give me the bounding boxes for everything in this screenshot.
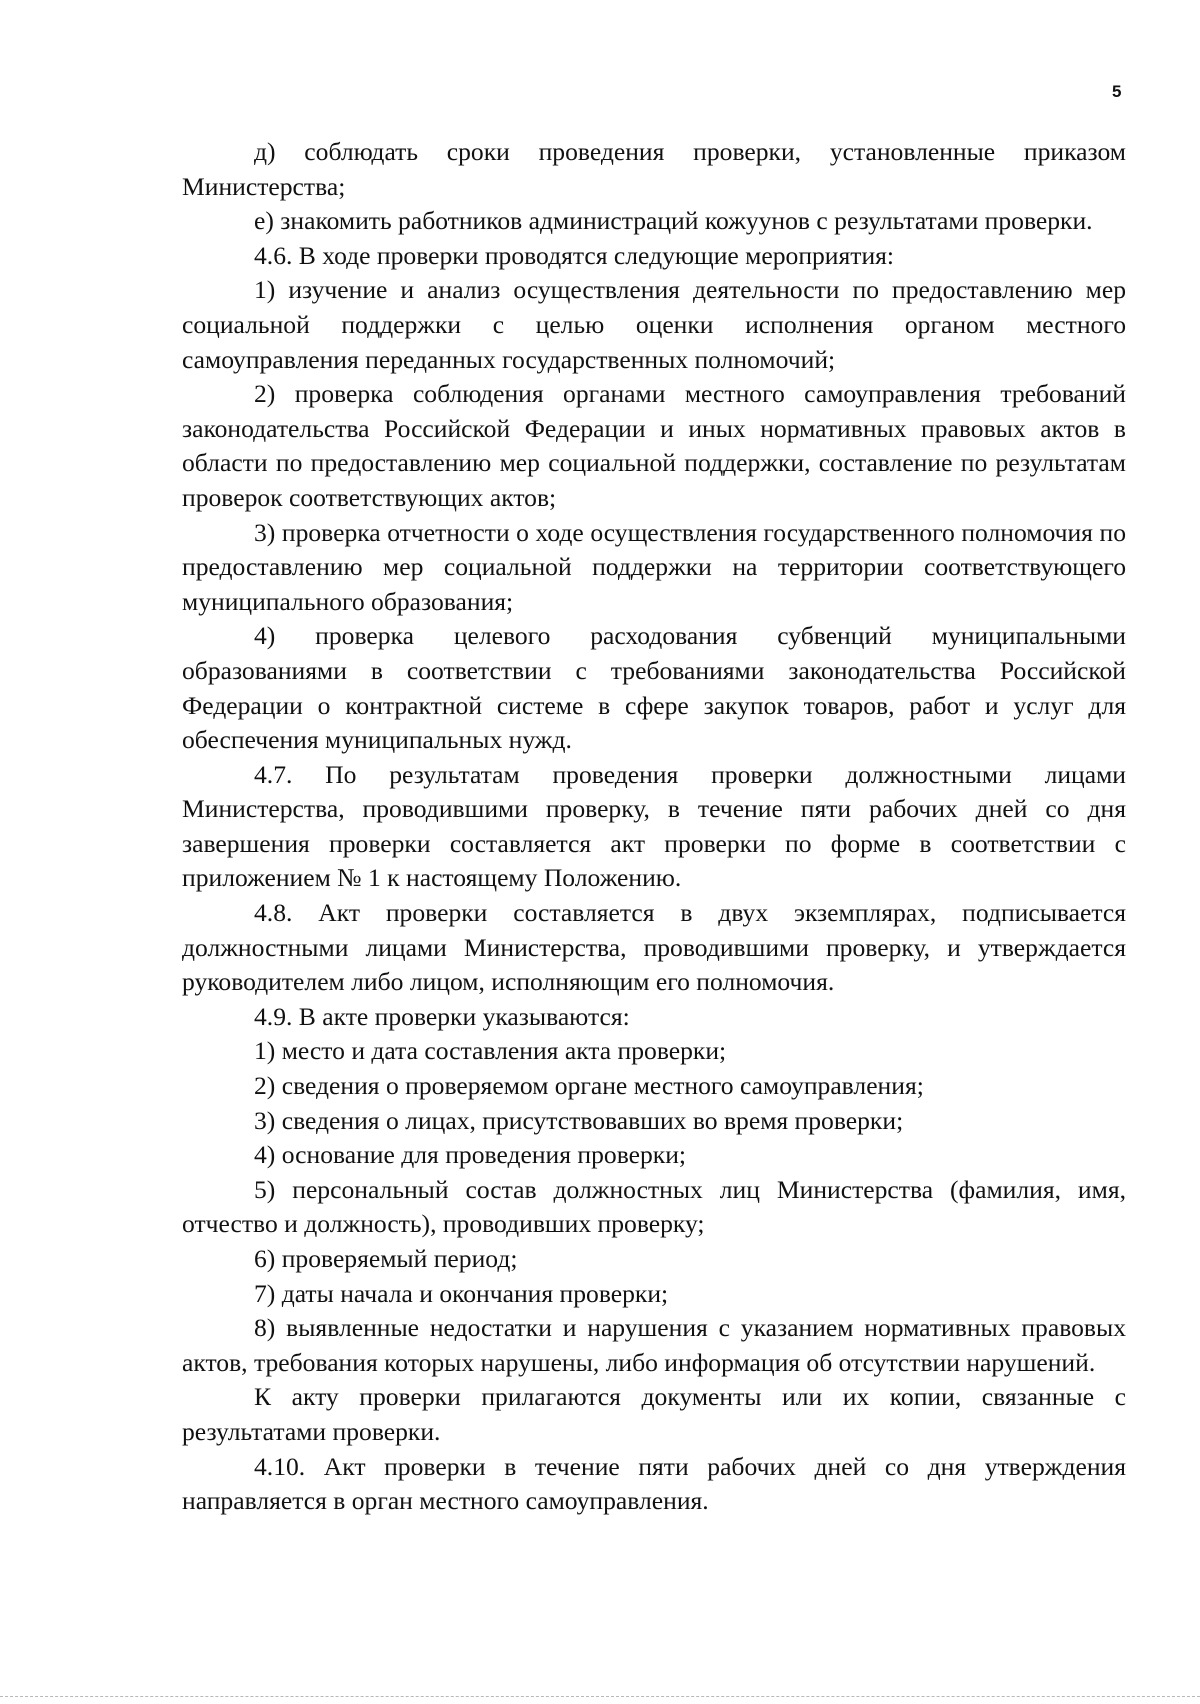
paragraph-4-9-item-5: 5) персональный состав должностных лиц Министерства (фамилия, имя, отчество и должность), проводивших проверку; — [182, 1174, 1126, 1239]
section-4-9-heading: 4.9. В акте проверки указываются: — [254, 1001, 630, 1031]
section-4-8: 4.8. Акт проверки составляется в двух экземплярах, подписывается должностными лицами Министерства, проводившими проверку, и утверждается руководителем либо лицом, исполняющим его полномочия. — [182, 898, 1126, 997]
paragraph-4-9-item-7: 7) даты начала и окончания проверки; — [254, 1278, 669, 1308]
paragraph-4-9-item-3: 3) сведения о лицах, присутствовавших во время проверки; — [254, 1105, 904, 1135]
paragraph-d-deadlines: д) соблюдать сроки проведения проверки, установленные приказом Министерства; — [182, 137, 1126, 201]
paragraph-4-6-item-3: 3) проверка отчетности о ходе осуществления государственного полномочия по предоставлению мер социальной поддержки на территории соответствующего муниципального образования; — [182, 517, 1126, 616]
paragraph-4-9-item-6: 6) проверяемый период; — [254, 1244, 518, 1273]
paragraph-e-acquaint: е) знакомить работников администраций кожуунов с результатами проверки. — [254, 206, 1093, 236]
paragraph-4-6-item-2: 2) проверка соблюдения органами местного самоуправления требований законодательства Российской Федерации и иных нормативных правовых актов в области по предоставлению мер социальной поддержки, составление по результатам проверок соответствующих актов; — [182, 379, 1126, 512]
section-4-6-heading: 4.6. В ходе проверки проводятся следующие мероприятия: — [254, 240, 895, 270]
section-4-10: 4.10. Акт проверки в течение пяти рабочих дней со дня утверждения направляется в орган местного самоуправления. — [182, 1451, 1126, 1516]
paragraph-attachments: К акту проверки прилагаются документы или их копии, связанные с результатами проверки. — [182, 1382, 1126, 1446]
paragraph-4-9-item-2: 2) сведения о проверяемом органе местного самоуправления; — [254, 1071, 924, 1101]
paragraph-4-9-item-4: 4) основание для проведения проверки; — [254, 1140, 687, 1170]
section-4-7: 4.7. По результатам проведения проверки должностными лицами Министерства, проводившими проверку, в течение пяти рабочих дней со дня завершения проверки составляется акт проверки по форме в соответствии с приложением № 1 к настоящему Положению. — [182, 759, 1126, 893]
paragraph-4-9-item-1: 1) место и дата составления акта проверки; — [254, 1036, 727, 1066]
paragraph-4-6-item-1: 1) изучение и анализ осуществления деятельности по предоставлению мер социальной поддержки с целью оценки исполнения органом местного самоуправления переданных государственных полномочий; — [182, 275, 1126, 374]
paragraph-4-9-item-8: 8) выявленные недостатки и нарушения с указанием нормативных правовых актов, требования которых нарушены, либо информация об отсутствии нарушений. — [182, 1313, 1126, 1377]
scan-edge-divider — [0, 1696, 1200, 1697]
document-body — [182, 135, 1126, 1519]
page-number: 5 — [1112, 82, 1122, 101]
paragraph-4-6-item-4: 4) проверка целевого расходования субвенций муниципальными образованиями в соответствии с требованиями законодательства Российской Федерации о контрактной системе в сфере закупок товаров, работ и услуг для обеспечения муниципальных нужд. — [182, 621, 1126, 755]
